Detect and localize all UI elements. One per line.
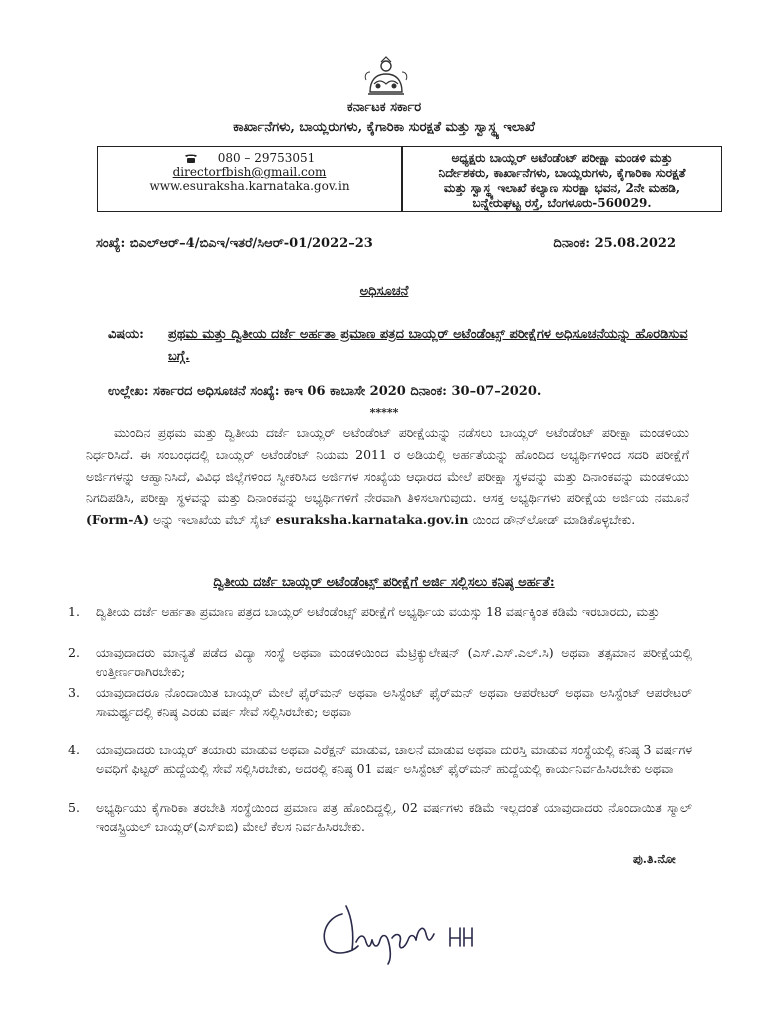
office-address <box>408 151 716 211</box>
telephone-icon <box>184 153 198 164</box>
form-name: (Form-A) <box>86 512 150 528</box>
subject-block <box>108 324 708 364</box>
body-paragraph <box>86 422 689 531</box>
body-text: ಅನ್ನು ಇಲಾಖೆಯ ವೆಬ್ ಸೈಟ್ <box>153 512 272 528</box>
item-number: 4. <box>68 742 80 757</box>
item-number: 1. <box>68 604 80 619</box>
address-line: ನಿರ್ದೇಶಕರು, ಕಾರ್ಖಾನೆಗಳು, ಬಾಯ್ಲರುಗಳು, ಕೈಗಾರಿಕಾ ಸುರಕ್ಷತೆ <box>438 166 686 180</box>
reference-number: ಸಂಖ್ಯೆ: ಬಿಎಲ್ಆರ್–4/ಬಿಎಇ/ಇತರೆ/ಸಿಆರ್-01/2022–23 <box>96 236 373 251</box>
department-name: ಕಾರ್ಖಾನೆಗಳು, ಬಾಯ್ಲರುಗಳು, ಕೈಗಾರಿಕಾ ಸುರಕ್ಷತೆ ಮತ್ತು ಸ್ವಾಸ್ಥ್ಯ ಇಲಾಖೆ <box>233 120 535 135</box>
phone-number: 080 – 29753051 <box>217 151 316 165</box>
notification-heading: ಅಧಿಸೂಚನೆ <box>359 284 409 299</box>
eligibility-heading: ದ್ವಿತೀಯ ದರ್ಜೆ ಬಾಯ್ಲರ್ ಅಟೆಂಡೆಂಟ್ಸ್ ಪರೀಕ್ಷೆಗೆ ಅರ್ಜಿ ಸಲ್ಲಿಸಲು ಕನಿಷ್ಠ ಅರ್ಹತೆ: <box>213 575 555 590</box>
item-number: 3. <box>68 685 80 700</box>
address-line: ಬನ್ನೇರುಘಟ್ಟ ರಸ್ತೆ, ಬೆಂಗಳೂರು-560029. <box>472 196 652 210</box>
subject-label: ವಿಷಯ: <box>108 327 144 342</box>
item-text: ಯಾವುದಾದರು ಬಾಯ್ಲರ್ ತಯಾರು ಮಾಡುವ ಅಥವಾ ಎರೆಕ್ಷನ್ ಮಾಡುವ, ಚಾಲನೆ ಮಾಡುವ ಅಥವಾ ದುರಸ್ತಿ ಮಾಡುವ ಸಂಸ್ಥೆಯಲ್ಲಿ ಕನಿಷ್ಠ 3 ವರ್ಷಗಳ ಅವಧಿಗೆ ಫಿಟ್ಟರ್ ಹುದ್ದೆಯಲ್ಲಿ ಸೇವೆ ಸಲ್ಲಿಸಿರಬೇಕು, ಅದರಲ್ಲಿ ಕನಿಷ್ಠ 01 ವರ್ಷ ಅಸಿಸ್ಟೆಂಟ್ ಫೈರ್‌ಮನ್ ಹುದ್ದೆಯಲ್ಲಿ ಕಾರ್ಯನಿರ್ವಹಿಸಿರಬೇಕು ಅಥವಾ <box>96 742 692 776</box>
contact-details <box>98 151 401 193</box>
body-text: ಮುಂದಿನ ಪ್ರಥಮ ಮತ್ತು ದ್ವಿತೀಯ ದರ್ಜೆ ಬಾಯ್ಲರ್ ಅಟೆಂಡೆಂಟ್ ಪರೀಕ್ಷೆಯನ್ನು ನಡೆಸಲು ಬಾಯ್ಲರ್ ಅಟೆಂಡೆಂಟ್ ಪರೀಕ್ಷಾ ಮಂಡಳಿಯು ನಿರ್ಧರಿಸಿದೆ. ಈ ಸಂಬಂಧದಲ್ಲಿ ಬಾಯ್ಲರ್ ಅಟೆಂಡೆಂಟ್ ನಿಯಮ 2011 ರ ಅಡಿಯಲ್ಲಿ ಅರ್ಹತೆಯನ್ನು ಹೊಂದಿದ ಅಭ್ಯರ್ಥಿಗಳಿಂದ ಸದರಿ ಪರೀಕ್ಷೆಗೆ ಅರ್ಜಿಗಳನ್ನು ಆಹ್ವಾನಿಸಿದೆ, ವಿವಿಧ ಜಿಲ್ಲೆಗಳಿಂದ ಸ್ವೀಕರಿಸಿದ ಅರ್ಜಿಗಳ ಸಂಖ್ಯೆಯ ಆಧಾರದ ಮೇಲೆ ಪರೀಕ್ಷಾ ಸ್ಥಳವನ್ನು ಮತ್ತು ದಿನಾಂಕವನ್ನು ಮಂಡಳಿಯು ನಿಗದಿಪಡಿಸಿ, ಪರೀಕ್ಷಾ ಸ್ಥಳವನ್ನು ಮತ್ತು ದಿನಾಂಕವನ್ನು ಅಭ್ಯರ್ಥಿಗಳಿಗೆ ನೇರವಾಗಿ ತಿಳಿಸಲಾಗುವುದು. ಆಸಕ್ತ ಅಭ್ಯರ್ಥಿಗಳು ಪರೀಕ್ಷೆಯ ಅರ್ಜಿಯ ನಮೂನೆ <box>86 425 689 506</box>
item-text: ಯಾವುದಾದರು ಮಾನ್ಯತೆ ಪಡೆದ ವಿದ್ಯಾ ಸಂಸ್ಥೆ ಅಥವಾ ಮಂಡಳಿಯಿಂದ ಮೆಟ್ರಿಕ್ಯುಲೇಷನ್ (ಎಸ್.ಎಸ್.ಎಲ್.ಸಿ) ಅಥವಾ ತತ್ಸಮಾನ ಪರೀಕ್ಷೆಯಲ್ಲಿ ಉತ್ತೀರ್ಣರಾಗಿರಬೇಕು; <box>96 645 692 679</box>
website-name[interactable]: esuraksha.karnataka.gov.in <box>275 512 469 528</box>
item-number: 5. <box>68 800 80 815</box>
item-number: 2. <box>68 645 80 660</box>
address-line: ಅಧ್ಯಕ್ಷರು ಬಾಯ್ಲರ್ ಅಟೆಂಡೆಂಟ್ ಪರೀಕ್ಷಾ ಮಂಡಳಿ ಮತ್ತು <box>451 151 673 165</box>
please-turn-over: ಪು.ತಿ.ನೋ <box>633 852 676 866</box>
address-line: ಮತ್ತು ಸ್ವಾಸ್ಥ್ಯ ಇಲಾಖೆ ಕಲ್ಯಾಣ ಸುರಕ್ಷಾ ಭವನ, 2ನೇ ಮಹಡಿ, <box>443 181 681 195</box>
contact-box <box>97 146 722 212</box>
item-text: ಅಭ್ಯರ್ಥಿಯು ಕೈಗಾರಿಕಾ ತರಬೇತಿ ಸಂಸ್ಥೆಯಿಂದ ಪ್ರಮಾಣ ಪತ್ರ ಹೊಂದಿದ್ದಲ್ಲಿ, 02 ವರ್ಷಗಳು ಕಡಿಮೆ ಇಲ್ಲದಂತೆ ಯಾವುದಾದರು ನೊಂದಾಯಿತ ಸ್ಮಾಲ್ ಇಂಡಸ್ಟ್ರಿಯಲ್ ಬಾಯ್ಲರ್(ಎಸ್‌ಐಬಿ) ಮೇಲೆ ಕೆಲಸ ನಿರ್ವಹಿಸಿರಬೇಕು. <box>96 800 692 834</box>
phone-row <box>98 151 401 165</box>
item-text: ದ್ವಿತೀಯ ದರ್ಜೆ ಅರ್ಹತಾ ಪ್ರಮಾಣ ಪತ್ರದ ಬಾಯ್ಲರ್ ಅಟೆಂಡೆಂಟ್ಸ್ ಪರೀಕ್ಷೆಗೆ ಅಭ್ಯರ್ಥಿಯ ವಯಸ್ಸು 18 ವರ್ಷಕ್ಕಿಂತ ಕಡಿಮೆ ಇರಬಾರದು, ಮತ್ತು <box>96 604 660 619</box>
website-link[interactable]: www.esuraksha.karnataka.gov.in <box>149 179 350 193</box>
email-link[interactable]: directorfbish@gmail.com <box>172 165 327 179</box>
government-name: ಕರ್ನಾಟಕ ಸರ್ಕಾರ <box>346 100 422 115</box>
separator-stars: ***** <box>369 406 399 419</box>
item-text: ಯಾವುದಾದರೂ ನೊಂದಾಯಿತ ಬಾಯ್ಲರ್ ಮೇಲೆ ಫೈರ್‌ಮನ್ ಅಥವಾ ಅಸಿಸ್ಟೆಂಟ್ ಫೈರ್‌ಮನ್ ಅಥವಾ ಆಪರೇಟರ್ ಅಥವಾ ಅಸಿಸ್ಟೆಂಟ್ ಆಪರೇಟರ್ ಸಾಮರ್ಥ್ಯದಲ್ಲಿ ಕನಿಷ್ಠ ಎರಡು ವರ್ಷ ಸೇವೆ ಸಲ್ಲಿಸಿರಬೇಕು; ಅಥವಾ <box>96 685 692 719</box>
box-divider <box>401 147 403 211</box>
document-date: ದಿನಾಂಕ: 25.08.2022 <box>553 236 676 251</box>
karnataka-state-emblem-icon <box>362 54 410 98</box>
subject-text: ಪ್ರಥಮ ಮತ್ತು ದ್ವಿತೀಯ ದರ್ಜೆ ಅರ್ಹತಾ ಪ್ರಮಾಣ ಪತ್ರದ ಬಾಯ್ಲರ್ ಅಟೆಂಡೆಂಟ್ಸ್ ಪರೀಕ್ಷೆಗಳ ಅಧಿಸೂಚನೆಯನ್ನು ಹೊರಡಿಸುವ ಬಗ್ಗೆ. <box>168 327 688 364</box>
handwritten-signature <box>312 894 484 966</box>
reference-text: ಉಲ್ಲೇಖ: ಸರ್ಕಾರದ ಅಧಿಸೂಚನೆ ಸಂಖ್ಯೆ: ಕಾಇ 06 ಕಾಬಾಸೇ 2020 ದಿನಾಂಕ: 30–07–2020. <box>108 384 542 399</box>
body-text: ಯಿಂದ ಡೌನ್‌ಲೋಡ್ ಮಾಡಿಕೊಳ್ಳಬೇಕು. <box>472 512 636 528</box>
